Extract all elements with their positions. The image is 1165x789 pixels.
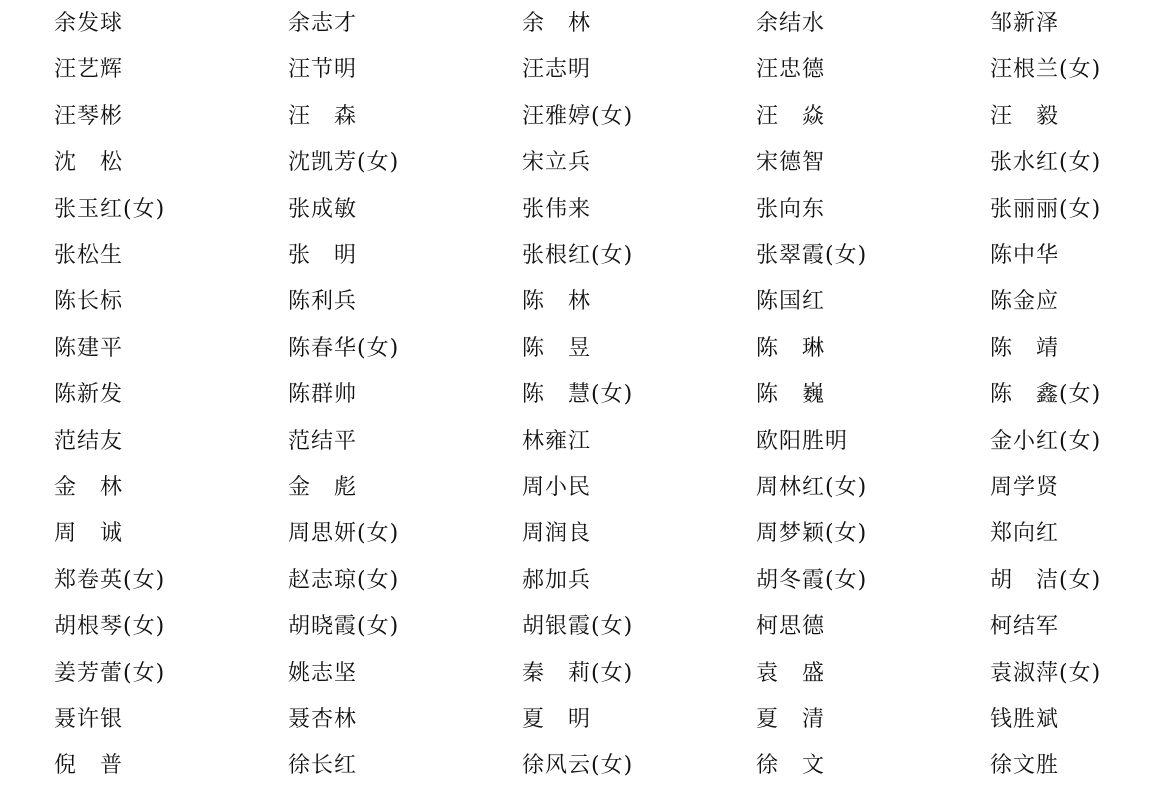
name-row	[54, 326, 1154, 372]
name-entry: 徐文胜	[990, 753, 1060, 779]
name-entry: 徐 文	[756, 753, 826, 779]
name-entry: 汪志明	[522, 57, 592, 83]
name-entry: 张玉红(女)	[54, 196, 166, 222]
name-entry: 陈 慧(女)	[522, 382, 634, 408]
name-row	[54, 1, 1154, 47]
name-entry: 聂许银	[54, 707, 124, 732]
name-entry: 陈 靖	[990, 335, 1060, 361]
name-entry: 张水红(女)	[990, 150, 1102, 176]
name-entry: 柯思德	[756, 614, 826, 640]
name-row	[54, 279, 1154, 325]
name-row	[54, 187, 1154, 233]
name-row	[54, 511, 1154, 557]
name-entry: 陈 鑫(女)	[990, 382, 1102, 408]
name-entry: 姜芳蕾(女)	[54, 660, 166, 686]
name-entry: 欧阳胜明	[756, 428, 849, 454]
name-row	[54, 465, 1154, 511]
name-entry: 陈 昱	[522, 335, 592, 361]
name-entry: 夏 清	[756, 707, 826, 732]
name-entry: 陈新发	[54, 382, 124, 408]
name-entry: 陈 巍	[756, 382, 826, 408]
name-entry: 余发球	[54, 11, 124, 36]
name-entry: 胡冬霞(女)	[756, 567, 868, 593]
name-entry: 陈金应	[990, 289, 1060, 315]
name-row	[54, 140, 1154, 186]
name-entry: 聂杏林	[288, 707, 358, 732]
name-entry: 赵志琼(女)	[288, 567, 400, 593]
name-entry: 余 林	[522, 11, 592, 36]
name-entry: 金小红(女)	[990, 428, 1102, 454]
name-entry: 郑卷英(女)	[54, 567, 166, 593]
name-entry: 郝加兵	[522, 567, 592, 593]
name-entry: 汪节明	[288, 57, 358, 83]
name-entry: 周思妍(女)	[288, 521, 400, 547]
name-entry: 汪根兰(女)	[990, 57, 1102, 83]
name-entry: 宋立兵	[522, 150, 592, 176]
name-entry: 秦 莉(女)	[522, 660, 634, 686]
name-entry: 张成敏	[288, 196, 358, 222]
name-entry: 周学贤	[990, 475, 1060, 500]
name-entry: 周小民	[522, 475, 592, 500]
name-entry: 徐长红	[288, 753, 358, 779]
name-entry: 宋德智	[756, 150, 826, 176]
name-entry: 陈国红	[756, 289, 826, 315]
name-entry: 汪雅婷(女)	[522, 103, 634, 129]
name-entry: 倪 普	[54, 753, 124, 779]
name-entry: 周梦颖(女)	[756, 521, 868, 547]
name-entry: 胡根琴(女)	[54, 614, 166, 640]
name-row	[54, 651, 1154, 697]
name-row	[54, 743, 1154, 789]
name-entry: 袁 盛	[756, 660, 826, 686]
name-entry: 汪艺辉	[54, 57, 124, 83]
name-entry: 胡晓霞(女)	[288, 614, 400, 640]
name-entry: 钱胜斌	[990, 707, 1060, 732]
name-entry: 胡银霞(女)	[522, 614, 634, 640]
name-row	[54, 697, 1154, 743]
name-entry: 姚志坚	[288, 660, 358, 686]
name-entry: 汪 森	[288, 103, 358, 129]
name-entry: 袁淑萍(女)	[990, 660, 1102, 686]
name-entry: 柯结军	[990, 614, 1060, 640]
name-entry: 陈群帅	[288, 382, 358, 408]
name-entry: 余志才	[288, 11, 358, 36]
name-entry: 沈 松	[54, 150, 124, 176]
name-row	[54, 233, 1154, 279]
name-row	[54, 604, 1154, 650]
name-entry: 胡 洁(女)	[990, 567, 1102, 593]
name-entry: 范结平	[288, 428, 358, 454]
name-row	[54, 47, 1154, 93]
name-entry: 张 明	[288, 243, 358, 268]
name-entry: 郑向红	[990, 521, 1060, 547]
name-list-grid	[54, 0, 1154, 789]
name-entry: 夏 明	[522, 707, 592, 732]
name-row	[54, 372, 1154, 418]
name-entry: 汪 毅	[990, 103, 1060, 129]
name-entry: 金 彪	[288, 475, 358, 500]
name-entry: 余结水	[756, 11, 826, 36]
name-entry: 张丽丽(女)	[990, 196, 1102, 222]
name-entry: 周 诚	[54, 521, 124, 547]
name-entry: 陈 林	[522, 289, 592, 315]
name-entry: 张松生	[54, 243, 124, 268]
name-entry: 张伟来	[522, 196, 592, 222]
name-entry: 邹新泽	[990, 11, 1060, 36]
name-entry: 陈中华	[990, 243, 1060, 268]
name-entry: 陈 琳	[756, 335, 826, 361]
name-entry: 汪忠德	[756, 57, 826, 83]
name-row	[54, 558, 1154, 604]
name-entry: 陈建平	[54, 335, 124, 361]
name-entry: 陈利兵	[288, 289, 358, 315]
name-row	[54, 94, 1154, 140]
name-entry: 范结友	[54, 428, 124, 454]
name-entry: 金 林	[54, 475, 124, 500]
name-entry: 陈长标	[54, 289, 124, 315]
name-row	[54, 419, 1154, 465]
name-entry: 沈凯芳(女)	[288, 150, 400, 176]
name-entry: 徐风云(女)	[522, 753, 634, 779]
name-entry: 汪 焱	[756, 103, 826, 129]
name-entry: 周林红(女)	[756, 475, 868, 500]
name-entry: 张向东	[756, 196, 826, 222]
name-entry: 林雍江	[522, 428, 592, 454]
name-entry: 张翠霞(女)	[756, 243, 868, 268]
name-entry: 周润良	[522, 521, 592, 547]
name-entry: 陈春华(女)	[288, 335, 400, 361]
name-entry: 汪琴彬	[54, 103, 124, 129]
name-entry: 张根红(女)	[522, 243, 634, 268]
